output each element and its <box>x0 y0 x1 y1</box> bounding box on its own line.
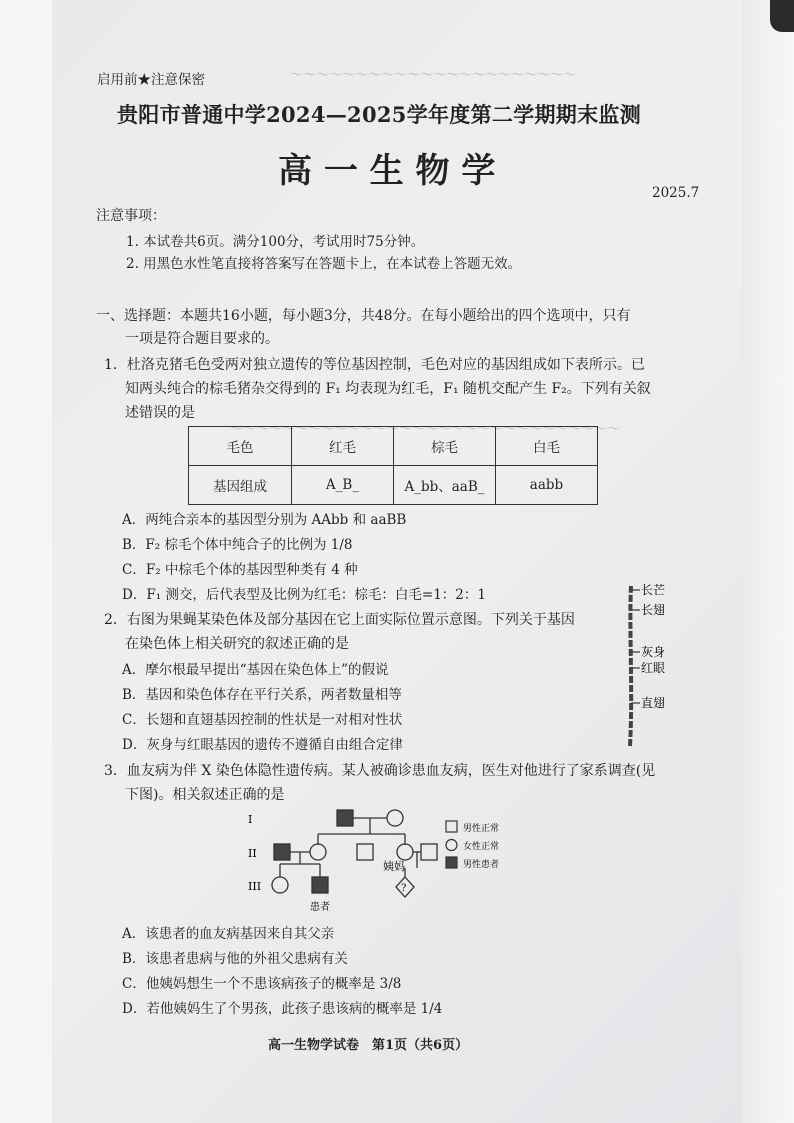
q2-stem: 在染色体上相关研究的叙述正确的是 <box>125 636 349 652</box>
legend-label: 男性患者 <box>463 860 500 870</box>
q2-option-a: A．摩尔根最早提出“基因在染色体上”的假说 <box>122 662 389 678</box>
q2-option-b: B．基因和染色体存在平行关系，两者数量相等 <box>122 687 402 703</box>
legend-label: 男性正常 <box>463 824 500 834</box>
q1-option-d: D．F₁ 测交，后代表型及比例为红毛：棕毛：白毛=1：2：1 <box>122 587 486 603</box>
notice-item: 2. 用黑色水性笔直接将答案写在答题卡上，在本试卷上答题无效。 <box>126 256 522 272</box>
page-edge-shadow <box>740 0 794 1123</box>
q1-stem: 1．杜洛克猪毛色受两对独立遗传的等位基因控制，毛色对应的基因组成如下表所示。已 <box>104 357 645 373</box>
table-cell: aabb <box>496 466 598 505</box>
table-row <box>189 466 598 505</box>
pedigree-male-affected-patient <box>312 877 328 893</box>
notice-item: 1. 本试卷共6页。满分100分，考试用时75分钟。 <box>126 234 425 250</box>
exam-title: 贵阳市普通中学2024—2025学年度第二学期期末监测 <box>117 102 641 127</box>
gene-label: 红眼 <box>641 661 666 675</box>
pedigree-chart <box>230 800 530 920</box>
pedigree-male-normal <box>357 844 373 860</box>
pedigree-male-affected <box>337 810 353 826</box>
legend-label: 女性正常 <box>463 842 500 852</box>
bleed-through-text: ～～～～～～～～～～～～～～～～～～～～～～～～～～～～～～ <box>230 422 621 437</box>
confidential-label: 启用前★注意保密 <box>97 72 205 88</box>
q1-option-a: A．两纯合亲本的基因型分别为 AAbb 和 aaBB <box>122 512 407 528</box>
generation-label: III <box>248 880 262 893</box>
table-cell: A_bb、aaB_ <box>394 466 496 505</box>
table-header-cell: 棕毛 <box>394 427 496 466</box>
generation-label: II <box>248 847 257 860</box>
gene-label: 直翅 <box>641 696 666 710</box>
gene-label: 灰身 <box>641 645 666 659</box>
q3-stem: 3．血友病为伴 X 染色体隐性遗传病。某人被确诊患血友病，医生对他进行了家系调查(见 <box>104 763 656 779</box>
q1-stem: 知两头纯合的棕毛猪杂交得到的 F₁ 均表现为红毛，F₁ 随机交配产生 F₂。下列有关叙 <box>125 381 651 397</box>
pedigree-female-normal <box>310 844 326 860</box>
q3-stem: 下图)。相关叙述正确的是 <box>125 787 285 803</box>
exam-date: 2025.7 <box>652 185 700 201</box>
bleed-through-text: ～～～～～～～～～～～～～～～～～～～～～～ <box>290 68 577 83</box>
q3-option-a: A．该患者的血友病基因来自其父亲 <box>122 926 335 942</box>
chromosome-body <box>630 586 631 746</box>
q1-option-c: C．F₂ 中棕毛个体的基因型种类有 4 种 <box>122 562 358 578</box>
page-footer: 高一生物学试卷 第1页（共6页） <box>268 1038 469 1053</box>
section-heading: 一、选择题：本题共16小题，每小题3分，共48分。在每小题给出的四个选项中，只有 <box>96 308 631 324</box>
q3-option-d: D．若他姨妈生了个男孩，此孩子患该病的概率是 1/4 <box>122 1001 443 1017</box>
q3-option-c: C．他姨妈想生一个不患该病孩子的概率是 3/8 <box>122 976 402 992</box>
subject-title: 高 一 生 物 学 <box>278 151 496 191</box>
pedigree-male-affected <box>274 844 290 860</box>
legend-male-normal-icon <box>446 821 457 832</box>
table-header-cell: 白毛 <box>496 427 598 466</box>
q2-option-c: C．长翅和直翅基因控制的性状是一对相对性状 <box>122 712 403 728</box>
table-cell: A_B_ <box>292 466 394 505</box>
section-heading: 一项是符合题目要求的。 <box>125 331 279 347</box>
pedigree-male-normal <box>421 844 437 860</box>
pedigree-female-normal <box>272 877 288 893</box>
genotype-table <box>188 426 598 505</box>
pedigree-female-normal-aunt <box>397 844 413 860</box>
q1-stem: 述错误的是 <box>125 405 195 421</box>
legend-female-normal-icon <box>446 840 457 851</box>
patient-label: 患者 <box>310 902 330 913</box>
unknown-mark: ? <box>401 883 407 894</box>
table-row <box>189 427 598 466</box>
table-header-cell: 红毛 <box>292 427 394 466</box>
legend-male-affected-icon <box>446 857 457 868</box>
q1-option-b: B．F₂ 棕毛个体中纯合子的比例为 1/8 <box>122 537 353 553</box>
table-header-cell: 毛色 <box>189 427 292 466</box>
gene-label: 长翅 <box>641 603 666 617</box>
table-cell: 基因组成 <box>189 466 292 505</box>
chromosome-figure <box>620 580 700 750</box>
pedigree-female-normal <box>387 810 403 826</box>
q2-stem: 2．右图为果蝇某染色体及部分基因在它上面实际位置示意图。下列关于基因 <box>104 612 575 628</box>
q2-option-d: D．灰身与红眼基因的遗传不遵循自由组合定律 <box>122 737 403 753</box>
gene-label: 长芒 <box>641 583 666 597</box>
q3-option-b: B．该患者患病与他的外祖父患病有关 <box>122 951 348 967</box>
aunt-label: 姨妈 <box>383 860 405 873</box>
generation-label: I <box>248 813 253 826</box>
notice-title: 注意事项： <box>96 208 166 224</box>
page-corner-shadow <box>770 0 794 32</box>
